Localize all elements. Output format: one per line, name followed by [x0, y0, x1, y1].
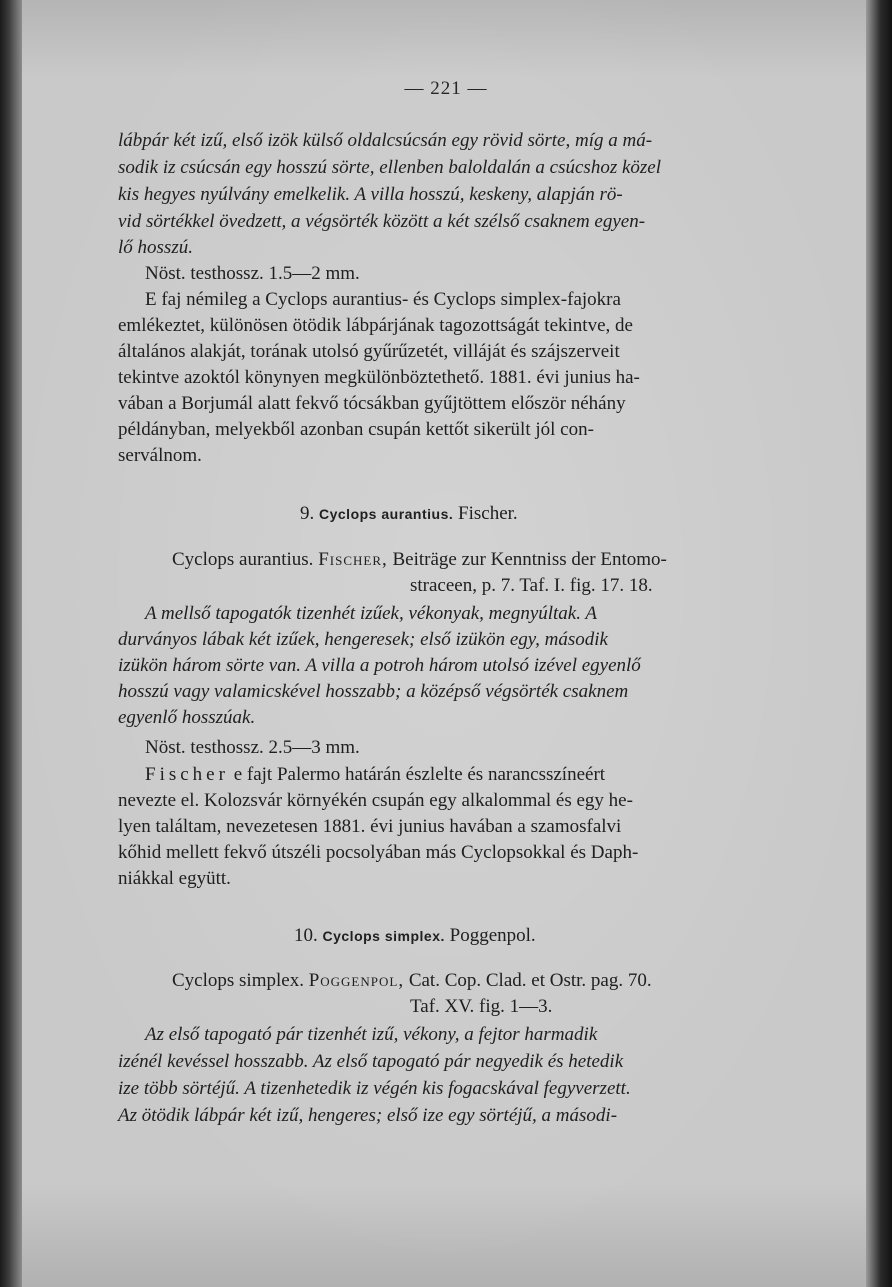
- text-line: egyenlő hosszúak.: [118, 707, 256, 728]
- text-line: általános alakját, torának utolsó gyűrűzetét, villáját és szájszerveit: [118, 341, 620, 362]
- page-left-edge: [0, 0, 22, 1287]
- text-line: lyen találtam, nevezetesen 1881. évi junius havában a szamosfalvi: [118, 816, 622, 837]
- reference-species: Cyclops simplex.: [172, 970, 304, 991]
- text-line: [145, 764, 605, 786]
- text-span: e fajt Palermo határán észlelte és narancsszíneért: [233, 764, 606, 785]
- reference-title: Cat. Cop. Clad. et Ostr. pag. 70.: [408, 970, 652, 991]
- text-line: Az első tapogató pár tizenhét izű, vékony, a fejtor harmadik: [145, 1024, 598, 1045]
- page-right-edge: [866, 0, 892, 1287]
- text-line: kőhid mellett fekvő útszéli pocsolyában más Cyclopsokkal és Daph-: [118, 842, 639, 863]
- author-name-spaced: Fischer: [145, 764, 229, 785]
- reference-title: Beiträge zur Kenntniss der Entomo-: [392, 549, 667, 570]
- heading-species: Cyclops aurantius.: [319, 506, 454, 522]
- page-number: — 221 —: [404, 78, 488, 99]
- text-line: A mellső tapogatók tizenhét izűek, vékonyak, megnyúltak. A: [145, 603, 598, 624]
- text-line: sodik iz csúcsán egy hosszú sörte, ellenben baloldalán a csúcshoz közel: [118, 157, 662, 178]
- text-line: Az ötödik lábpár két izű, hengeres; első ize egy sörtéjű, a másodi-: [118, 1105, 618, 1126]
- section-heading: [294, 925, 536, 947]
- text-line: Nöst. testhossz. 2.5—3 mm.: [145, 737, 360, 758]
- text-line: lő hosszú.: [118, 237, 193, 258]
- text-line: tekintve azoktól könynyen megkülönböztethető. 1881. évi junius ha-: [118, 367, 640, 388]
- text-line: lábpár két izű, első izök külső oldalcsúcsán egy rövid sörte, míg a má-: [118, 130, 653, 151]
- text-line: emlékeztet, különösen ötödik lábpárjának tagozottságát tekintve, de: [118, 315, 633, 336]
- reference-author: Fischer,: [318, 549, 388, 570]
- text-line: E faj némileg a Cyclops aurantius- és Cyclops simplex-fajokra: [145, 289, 621, 310]
- text-line: Nöst. testhossz. 1.5—2 mm.: [145, 263, 360, 284]
- text-line: vában a Borjumál alatt fekvő tócsákban gyűjtöttem először néhány: [118, 393, 626, 414]
- reference-line: [172, 549, 667, 571]
- text-line: nevezte el. Kolozsvár környékén csupán egy alkalommal és egy he-: [118, 790, 633, 811]
- reference-line: [172, 970, 652, 992]
- text-line: példányban, melyekből azonban csupán kettőt sikerült jól con-: [118, 419, 594, 440]
- text-line: izénél kevéssel hosszabb. Az első tapogató pár negyedik és hetedik: [118, 1051, 624, 1072]
- text-line: vid sörtékkel övedzett, a végsörték között a két szélső csaknem egyen-: [118, 211, 646, 232]
- text-line: hosszú vagy valamicskével hosszabb; a középső végsörték csaknem: [118, 681, 629, 702]
- heading-number: 9.: [300, 503, 315, 524]
- heading-author: Poggenpol.: [449, 925, 536, 946]
- reference-species: Cyclops aurantius.: [172, 549, 314, 570]
- text-line: niákkal együtt.: [118, 868, 231, 889]
- heading-author: Fischer.: [458, 503, 518, 524]
- text-line: serválnom.: [118, 445, 202, 466]
- reference-line-continued: Taf. XV. fig. 1—3.: [410, 996, 553, 1017]
- text-line: durványos lábak két izűek, hengeresek; első izükön egy, második: [118, 629, 608, 650]
- section-heading: [300, 503, 518, 525]
- heading-number: 10.: [294, 925, 318, 946]
- reference-author: Poggenpol,: [308, 970, 405, 991]
- text-line: izükön három sörte van. A villa a potroh három utolsó izével egyenlő: [118, 655, 641, 676]
- text-line: kis hegyes nyúlvány emelkelik. A villa hosszú, keskeny, alapján rö-: [118, 184, 623, 205]
- heading-species: Cyclops simplex.: [322, 928, 445, 944]
- reference-line-continued: straceen, p. 7. Taf. I. fig. 17. 18.: [410, 575, 653, 596]
- text-line: ize több sörtéjű. A tizenhetedik iz végén kis fogacskával fegyverzett.: [118, 1078, 631, 1099]
